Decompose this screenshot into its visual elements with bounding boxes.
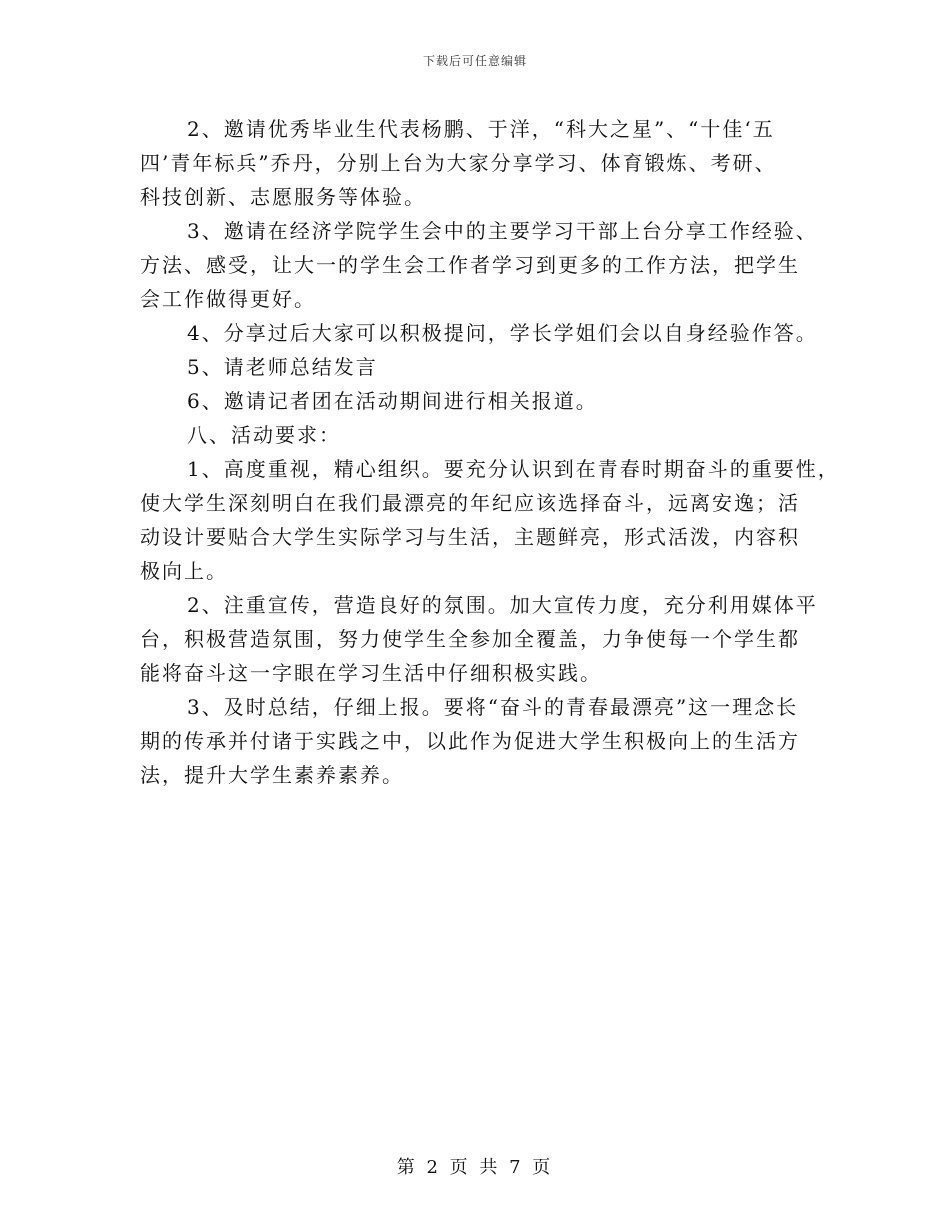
body-text-line: 方法、感受，让大一的学生会工作者学习到更多的工作方法，把学生 [140,253,800,277]
body-text-line: 3、邀请在经济学院学生会中的主要学习干部上台分享工作经验、 [187,219,818,243]
body-text-line: 2、邀请优秀毕业生代表杨鹏、于洋，“科大之星”、“十佳‘五 [187,117,775,141]
body-text-line: 会工作做得更好。 [140,287,316,311]
page-header: 下载后可任意编辑 [422,54,527,68]
document-body [140,112,840,792]
body-text-line: 5、请老师总结发言 [187,355,378,379]
body-text-line: 2、注重宣传，营造良好的氛围。加大宣传力度，充分利用媒体平 [187,593,818,617]
body-text-line: 使大学生深刻明白在我们最漂亮的年纪应该选择奋斗，远离安逸；活 [140,491,800,515]
body-text-line: 期的传承并付诸于实践之中，以此作为促进大学生积极向上的生活方 [140,729,800,753]
body-text-line: 3、及时总结，仔细上报。要将“奋斗的青春最漂亮”这一理念长 [187,695,799,719]
body-text-line: 能将奋斗这一字眼在学习生活中仔细积极实践。 [140,661,602,685]
body-text-line: 台，积极营造氛围，努力使学生全参加全覆盖，力争使每一个学生都 [140,627,800,651]
body-text-line: 1、高度重视，精心组织。要充分认识到在青春时期奋斗的重要性， [187,457,840,481]
body-text-line: 科技创新、志愿服务等体验。 [140,185,426,209]
body-text-line: 八、活动要求： [187,423,341,447]
body-text-line: 法，提升大学生素养素养。 [140,763,404,787]
body-text-line: 极向上。 [140,559,228,583]
body-text-line: 动设计要贴合大学生实际学习与生活，主题鲜亮，形式活泼，内容积 [140,525,800,549]
body-text-line: 4、分享过后大家可以积极提问，学长学姐们会以自身经验作答。 [187,321,818,345]
body-text-line: 6、邀请记者团在活动期间进行相关报道。 [187,389,598,413]
body-text-line: 四’青年标兵”乔丹，分别上台为大家分享学习、体育锻炼、考研、 [140,151,777,175]
page-number-footer: 第 2 页 共 7 页 [396,1157,554,1178]
